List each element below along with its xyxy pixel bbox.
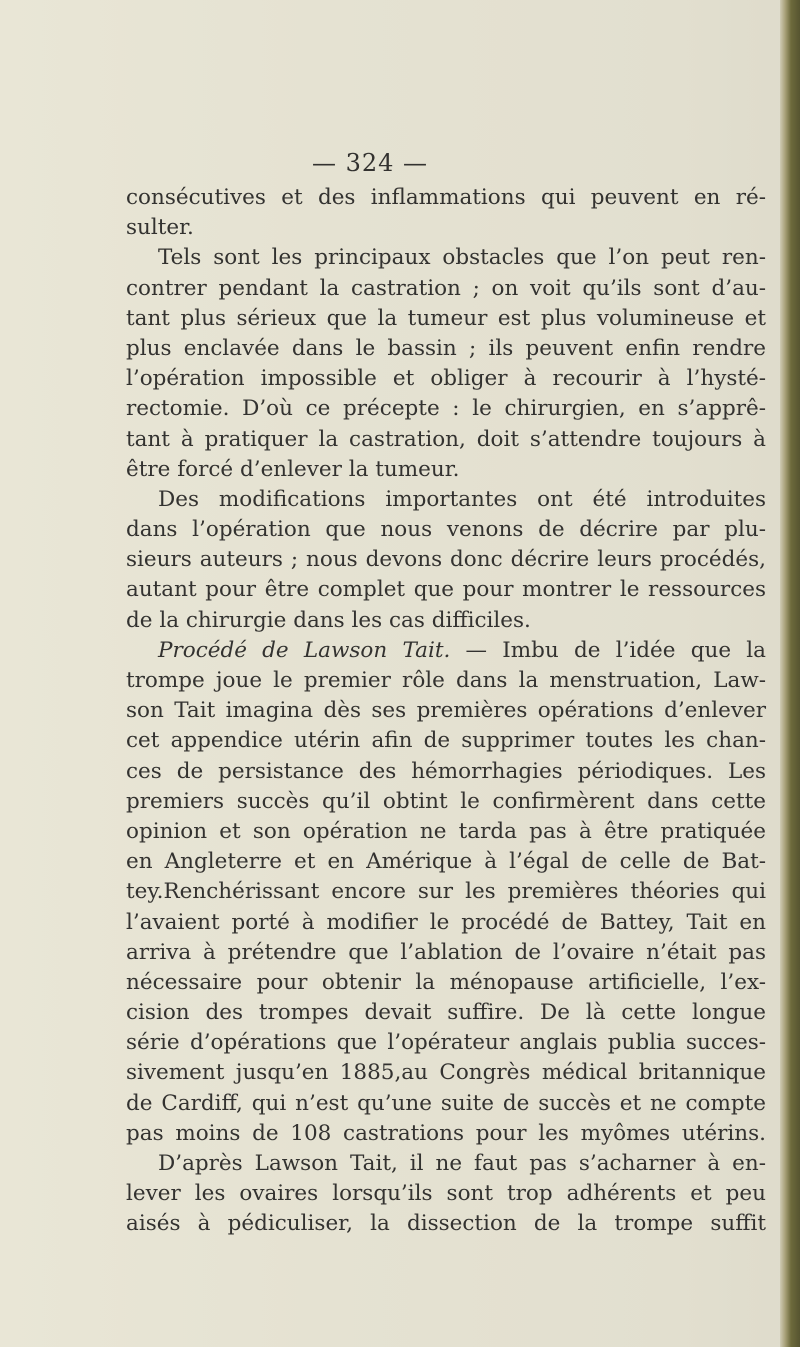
text-line: [126, 726, 766, 756]
page-edge: [780, 0, 800, 1347]
line-text: de la chirurgie dans les cas difficiles.: [126, 607, 531, 633]
line-text: série d’opérations que l’opérateur anglais publia succes-: [126, 1030, 766, 1056]
text-line: [126, 1149, 766, 1179]
line-text: l’opération impossible et obliger à recourir à l’hysté-: [126, 366, 766, 392]
text-line: [126, 1028, 766, 1058]
line-text: cet appendice utérin afin de supprimer toutes les chan-: [126, 728, 766, 754]
line-text: sieurs auteurs ; nous devons donc décrire leurs procédés,: [126, 547, 766, 573]
text-line: [126, 847, 766, 877]
line-text: pas moins de 108 castrations pour les myômes utérins.: [126, 1120, 766, 1146]
text-line: [126, 243, 766, 273]
text-line: [126, 908, 766, 938]
line-text: arriva à prétendre que l’ablation de l’ovaire n’était pas: [126, 939, 766, 965]
text-line: [126, 817, 766, 847]
text-line: [126, 545, 766, 575]
line-text: contrer pendant la castration ; on voit qu’ils sont d’au-: [126, 275, 766, 301]
text-line: [126, 575, 766, 605]
text-line: [126, 1089, 766, 1119]
text-line: [126, 364, 766, 394]
procedure-heading: Procédé de Lawson Tait.: [158, 637, 451, 663]
text-line: [126, 998, 766, 1028]
text-line: [126, 1179, 766, 1209]
text-line: [126, 455, 766, 485]
text-line: [126, 304, 766, 334]
line-text: rectomie. D’où ce précepte : le chirurgien, en s’apprê-: [126, 396, 766, 422]
line-text: consécutives et des inflammations qui peuvent en ré-: [126, 185, 766, 210]
line-text: opinion et son opération ne tarda pas à être pratiquée: [126, 818, 766, 844]
text-line: [126, 877, 766, 907]
text-line: [126, 213, 766, 243]
line-text: aisés à pédiculiser, la dissection de la trompe suffit: [126, 1211, 766, 1237]
line-text: trompe joue le premier rôle dans la menstruation, Law-: [126, 668, 766, 693]
line-text: plus enclavée dans le bassin ; ils peuvent enfin rendre: [126, 335, 766, 361]
text-line: [126, 606, 766, 636]
text-line: [126, 1119, 766, 1149]
line-text: dans l’opération que nous venons de décrire par plu-: [126, 517, 766, 543]
text-line: [126, 334, 766, 364]
text-line: [126, 183, 766, 213]
text-line: [126, 666, 766, 696]
text-line: [126, 757, 766, 787]
line-text: l’avaient porté à modifier le procédé de Battey, Tait en: [126, 909, 766, 935]
line-text: premiers succès qu’il obtint le confirmèrent dans cette: [126, 788, 766, 814]
line-text: sivement jusqu’en 1885,au Congrès médical britannique: [126, 1060, 766, 1086]
line-text: Des modifications importantes ont été introduites: [158, 486, 766, 512]
text-line: [126, 425, 766, 455]
text-line: [126, 787, 766, 817]
line-text: de Cardiff, qui n’est qu’une suite de succès et ne compte: [126, 1090, 766, 1116]
text-line: [126, 515, 766, 545]
text-line: [126, 968, 766, 998]
line-text: cision des trompes devait suffire. De là cette longue: [126, 1000, 766, 1026]
line-text: tant plus sérieux que la tumeur est plus volumineuse et: [126, 305, 766, 331]
line-text: autant pour être complet que pour montrer le ressources: [126, 577, 766, 603]
line-text: lever les ovaires lorsqu’ils sont trop adhérents et peu: [126, 1181, 766, 1207]
line-text: en Angleterre et en Amérique à l’égal de celle de Bat-: [126, 849, 766, 875]
line-text: tey.Renchérissant encore sur les premières théories qui: [126, 879, 766, 905]
line-text: D’après Lawson Tait, il ne faut pas s’acharner à en-: [158, 1151, 766, 1176]
line-text: ces de persistance des hémorrhagies périodiques. Les: [126, 758, 766, 784]
text-line: [126, 636, 766, 666]
text-line: [126, 938, 766, 968]
page-number: — 324 —: [311, 149, 429, 177]
text-line: [126, 485, 766, 515]
text-line: [126, 394, 766, 424]
text-line: [126, 696, 766, 726]
body-text: [126, 183, 766, 1240]
line-text: son Tait imagina dès ses premières opérations d’enlever: [126, 698, 766, 724]
text-line: [126, 274, 766, 304]
text-line: [126, 1209, 766, 1239]
line-text: Tels sont les principaux obstacles que l’on peut ren-: [158, 245, 766, 271]
line-text: être forcé d’enlever la tumeur.: [126, 456, 460, 482]
line-text: sulter.: [126, 215, 194, 241]
line-text: tant à pratiquer la castration, doit s’attendre toujours à: [126, 426, 766, 452]
text-line: [126, 1058, 766, 1088]
line-text: — Imbu de l’idée que la: [450, 637, 766, 663]
line-text: nécessaire pour obtenir la ménopause artificielle, l’ex-: [126, 969, 766, 995]
